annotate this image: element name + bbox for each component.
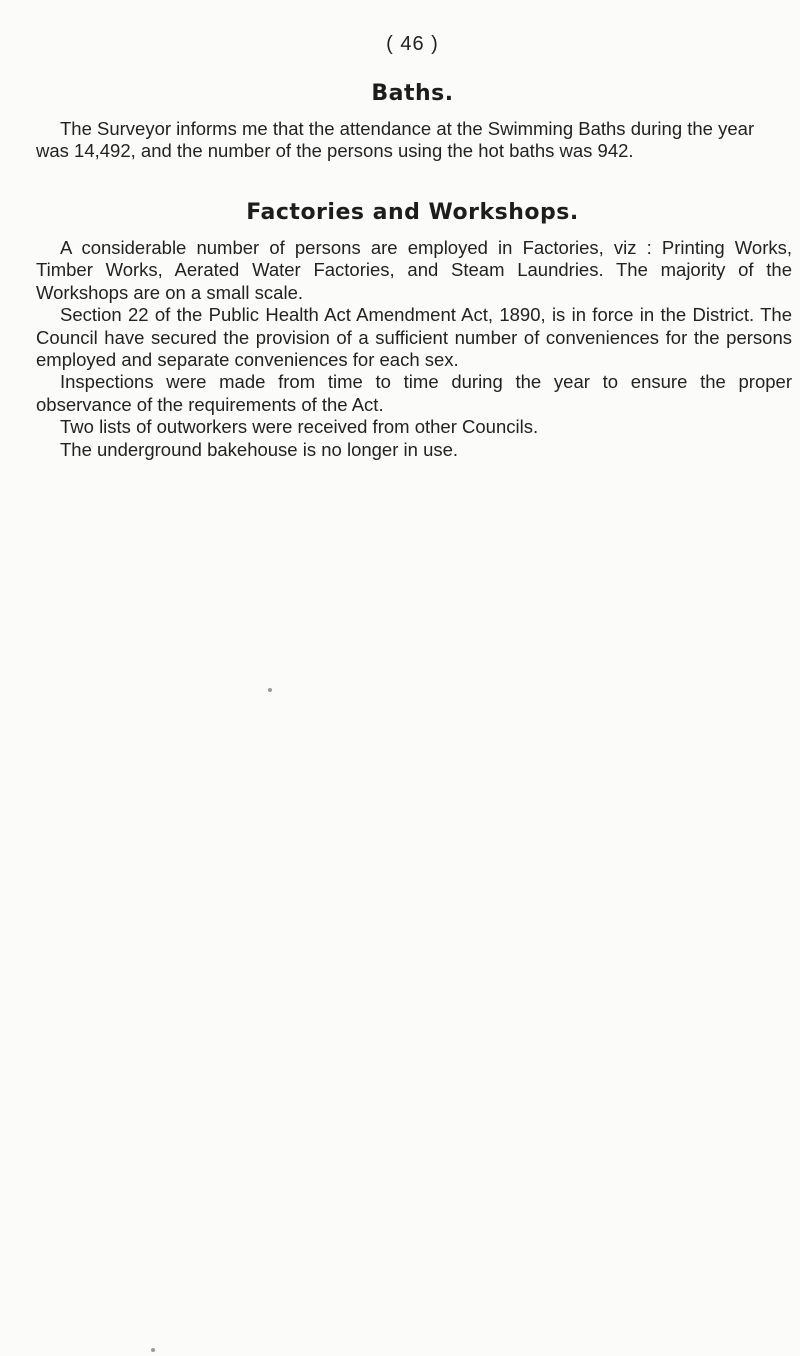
factories-paragraph-4: Two lists of outworkers were received from other Councils. (60, 416, 539, 438)
factories-heading: Factories and Workshops. (246, 200, 579, 225)
baths-paragraph: The Surveyor informs me that the attendance at the Swimming Baths during the year was 14,492, and the number of the persons using the hot baths was 942. (36, 118, 755, 162)
factories-paragraph-3: Inspections were made from time to time during the year to ensure the proper observance of the requirements of the Act. (36, 371, 792, 415)
baths-heading: Baths. (371, 81, 454, 106)
baths-section (36, 118, 792, 163)
paper-speck (268, 688, 272, 692)
page-number: ( 46 ) (386, 33, 439, 55)
factories-paragraph-1: A considerable number of persons are employed in Factories, viz : Printing Works, Timber Works, Aerated Water Factories, and Steam Laundries. The majority of the Workshops are on a small scale. (36, 237, 792, 303)
factories-section (36, 237, 792, 461)
paper-speck (151, 1348, 155, 1352)
factories-paragraph-5: The underground bakehouse is no longer in use. (60, 438, 459, 460)
factories-paragraph-2: Section 22 of the Public Health Act Amendment Act, 1890, is in force in the District. The Council have secured the provision of a sufficient number of conveniences for the persons employed and separate conveniences for each sex. (36, 304, 792, 371)
